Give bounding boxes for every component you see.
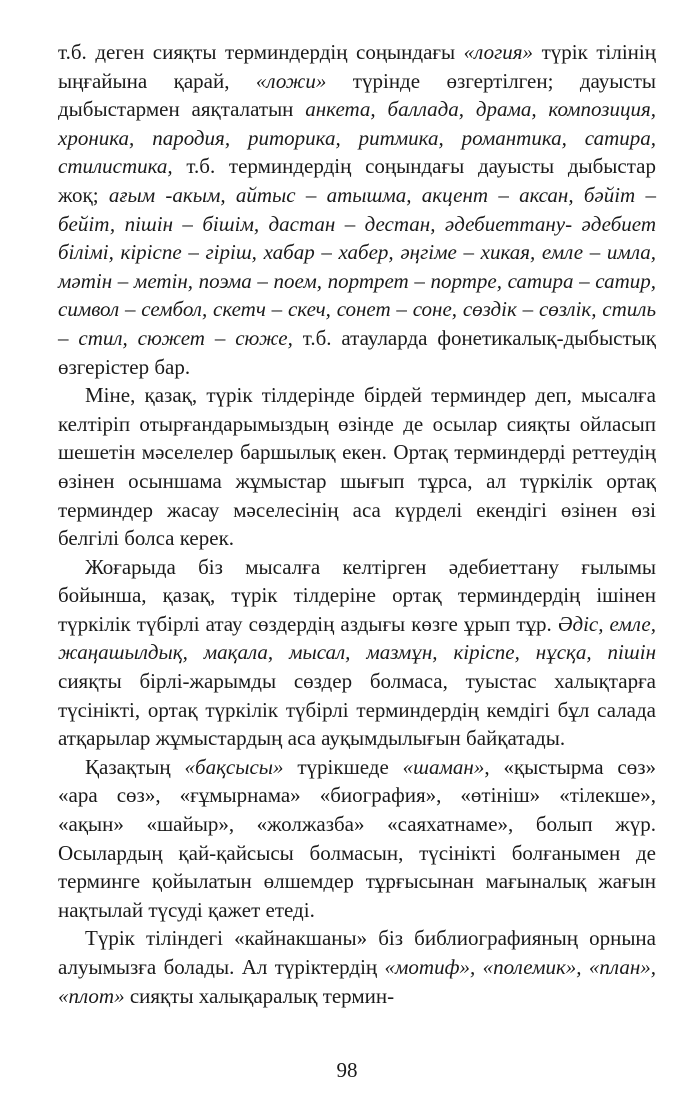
italic-term-run: «логия» — [463, 40, 534, 64]
text-run: түрік тілінің ыңғайына қарай, — [58, 40, 656, 93]
text-run: , «қыстырма сөз» «ара сөз», «ғұмырнама» «биография», «өтініш» «тілекше», «ақын» «шайыр», «жолжазба» «саяхатнаме», болып жүр. Осылардың қай-қайсысы болмасын, түсінікті болғанымен де терминге қойылатын өлшемдер тұрғысынан мағыналық жағын нақтылай түсуді қажет етеді. — [58, 754, 657, 922]
text-run: сияқты бірлі-жарымды сөздер болмаса, туыстас халықтарға түсінікті, ортақ түркілік түбірлі терминдердің кемдігі бұл салада атқарылар жұмыстардың аса ауқымдылығын байқатады. — [58, 669, 656, 751]
italic-term-run: «ложи» — [255, 68, 327, 93]
paragraph-4 — [58, 753, 656, 925]
italic-term-run: ағым -акым, айтыс – атышма, акцент – аксан, бәйіт – бейіт, пішін – бішім, дастан – дестан, әдебиеттану- әдебиет білімі, кіріспе – гіріш, хабар – хабер, әңгіме – хикая, емле – имла, мәтін – метін, поэма – поем, портрет – портре, сатира – сатир, символ – сембол, скетч – скеч, сонет – соне, сөздік – сөзлік, стиль – стил, сюжет – сюже, — [58, 182, 656, 350]
text-run: Қазақтың — [85, 754, 185, 779]
paragraph-5 — [58, 924, 656, 1010]
italic-term-run: «мотиф», «полемик», «план», «плот» — [58, 955, 656, 1008]
italic-term-run: анкета, баллада, драма, композиция, хроника, пародия, риторика, ритмика, романтика, сатира, стилистика, — [58, 97, 656, 179]
page-number: 98 — [336, 1058, 358, 1082]
text-run: т.б. деген сияқты терминдердің соңындағы — [58, 40, 464, 64]
italic-term-run: «шаман» — [402, 754, 485, 779]
text-run: Түрік тіліндегі «кайнакшаны» біз библиографияның орнына алуымызға болады. Ал түріктердің — [58, 926, 656, 979]
text-run: сияқты халықаралық термин- — [124, 983, 395, 1008]
paragraph-1 — [58, 38, 656, 381]
text-run: түрінде өзгертілген; дауысты дыбыстармен аяқталатын — [58, 68, 656, 122]
text-run: Жоғарыда біз мысалға келтірген әдебиеттану ғылымы бойынша, қазақ, түрік тілдеріне ортақ терминдердің ішінен түркілік түбірлі атау сөздердің аздығы көзге ұрып тұр. — [58, 554, 656, 636]
italic-term-run: Әдіс, емле, жаңашылдық, мақала, мысал, мазмұн, кіріспе, нұсқа, пішін — [58, 611, 656, 665]
italic-term-run: «бақсысы» — [184, 754, 284, 779]
paragraph-3 — [58, 553, 656, 753]
text-run: т.б. терминдердің соңындағы дауысты дыбыстар жоқ; — [58, 154, 656, 207]
page-body — [58, 38, 656, 1010]
text-run: т.б. атауларда фонетикалық-дыбыстық өзгерістер бар. — [58, 325, 656, 379]
paragraph-2 — [58, 381, 656, 553]
text-run: Міне, қазақ, түрік тілдерінде бірдей терминдер деп, мысалға келтіріп отырғандарымыздың өзінде де осылар сияқты ойласып шешетін мәселелер баршылық екен. Ортақ терминдерді реттеудің өзінен осыншама жұмыстар шығып тұрса, ал түркілік ортақ терминдер жасау мәселесінің аса күрделі екендігі өзінен өзі белгілі болса керек. — [58, 383, 656, 551]
text-run: түрікшеде — [283, 754, 403, 779]
